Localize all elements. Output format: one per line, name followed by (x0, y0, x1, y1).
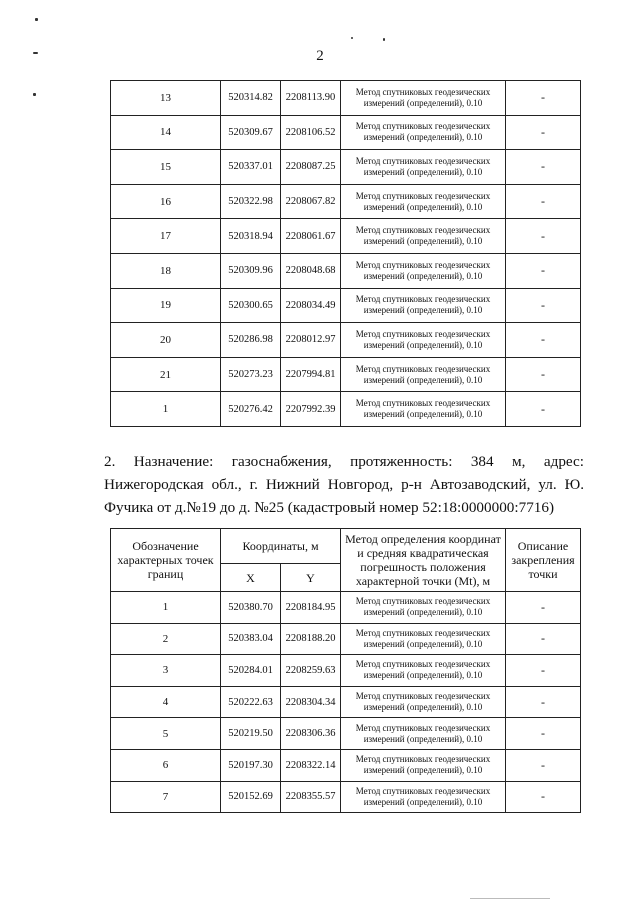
method-text-line-1: Метод спутниковых геодезических (355, 691, 491, 702)
fixing-description: - (506, 592, 581, 624)
table-row (111, 81, 581, 116)
header-y: Y (281, 564, 341, 592)
method-text-line-2: измерений (определений), 0.10 (363, 305, 483, 316)
coordinate-x: 520152.69 (221, 781, 281, 813)
method-cell (341, 392, 506, 427)
page-number: 2 (316, 48, 324, 64)
method-text-line-1: Метод спутниковых геодезических (355, 398, 491, 409)
header-method: Метод определения координат и средняя квадратическая погрешность положения характерной точки (Mt), м (341, 529, 506, 592)
table-row (111, 592, 581, 624)
method-text-line-1: Метод спутниковых геодезических (355, 722, 491, 733)
header-point-designation: Обозначение характерных точек границ (111, 529, 221, 592)
point-number: 18 (111, 253, 221, 288)
fixing-description: - (506, 623, 581, 655)
table-row (111, 686, 581, 718)
header-coordinates: Координаты, м (221, 529, 341, 564)
method-text-line-2: измерений (определений), 0.10 (363, 733, 483, 744)
point-number: 17 (111, 219, 221, 254)
method-text-line-1: Метод спутниковых геодезических (355, 627, 491, 638)
coordinate-x: 520300.65 (221, 288, 281, 323)
method-text-line-2: измерений (определений), 0.10 (363, 638, 483, 649)
method-text-line-2: измерений (определений), 0.10 (363, 765, 483, 776)
scan-speck (383, 38, 385, 41)
method-text-line-2: измерений (определений), 0.10 (363, 97, 483, 108)
table-row (111, 253, 581, 288)
point-number: 21 (111, 357, 221, 392)
point-number: 7 (111, 781, 221, 813)
coordinate-y: 2208355.57 (281, 781, 341, 813)
scan-speck (33, 93, 36, 96)
point-number: 5 (111, 718, 221, 750)
fixing-description: - (506, 323, 581, 358)
method-cell (341, 150, 506, 185)
coordinate-y: 2207992.39 (281, 392, 341, 427)
coordinate-y: 2208061.67 (281, 219, 341, 254)
coordinate-y: 2208322.14 (281, 749, 341, 781)
method-cell (341, 749, 506, 781)
table-row (111, 219, 581, 254)
method-text-line-2: измерений (определений), 0.10 (363, 796, 483, 807)
coordinate-y: 2208259.63 (281, 655, 341, 687)
method-cell (341, 718, 506, 750)
method-cell (341, 655, 506, 687)
method-cell (341, 686, 506, 718)
table-row (111, 115, 581, 150)
coordinate-x: 520219.50 (221, 718, 281, 750)
point-number: 14 (111, 115, 221, 150)
coordinate-y: 2208306.36 (281, 718, 341, 750)
method-text-line-2: измерений (определений), 0.10 (363, 670, 483, 681)
coordinate-x: 520286.98 (221, 323, 281, 358)
method-text-line-1: Метод спутниковых геодезических (355, 363, 491, 374)
method-text-line-1: Метод спутниковых геодезических (355, 785, 491, 796)
coordinate-y: 2208106.52 (281, 115, 341, 150)
fixing-description: - (506, 655, 581, 687)
coordinate-x: 520318.94 (221, 219, 281, 254)
coordinate-x: 520337.01 (221, 150, 281, 185)
method-text-line-1: Метод спутниковых геодезических (355, 225, 491, 236)
method-cell (341, 323, 506, 358)
coordinate-y: 2208034.49 (281, 288, 341, 323)
coordinate-x: 520309.67 (221, 115, 281, 150)
method-cell (341, 81, 506, 116)
method-cell (341, 115, 506, 150)
coordinate-x: 520309.96 (221, 253, 281, 288)
method-text-line-2: измерений (определений), 0.10 (363, 270, 483, 281)
coordinate-y: 2208048.68 (281, 253, 341, 288)
table-row (111, 781, 581, 813)
method-cell (341, 253, 506, 288)
fixing-description: - (506, 718, 581, 750)
fixing-description: - (506, 288, 581, 323)
fixing-description: - (506, 392, 581, 427)
table-row (111, 749, 581, 781)
coordinate-y: 2208184.95 (281, 592, 341, 624)
method-text-line-2: измерений (определений), 0.10 (363, 166, 483, 177)
method-cell (341, 288, 506, 323)
point-number: 19 (111, 288, 221, 323)
fixing-description: - (506, 253, 581, 288)
table-row (111, 323, 581, 358)
coordinate-x: 520322.98 (221, 184, 281, 219)
table-row (111, 392, 581, 427)
coordinate-y: 2208012.97 (281, 323, 341, 358)
method-cell (341, 592, 506, 624)
method-text-line-2: измерений (определений), 0.10 (363, 702, 483, 713)
point-number: 13 (111, 81, 221, 116)
point-number: 3 (111, 655, 221, 687)
header-x: X (221, 564, 281, 592)
coordinates-table-1 (110, 80, 581, 427)
coordinate-x: 520284.01 (221, 655, 281, 687)
method-text-line-2: измерений (определений), 0.10 (363, 132, 483, 143)
fixing-description: - (506, 749, 581, 781)
fixing-description: - (506, 357, 581, 392)
coordinates-table-2 (110, 528, 581, 813)
method-text-line-2: измерений (определений), 0.10 (363, 607, 483, 618)
method-text-line-1: Метод спутниковых геодезических (355, 121, 491, 132)
scan-speck (351, 37, 353, 39)
scan-artifact-line (470, 898, 550, 899)
method-text-line-1: Метод спутниковых геодезических (355, 659, 491, 670)
coordinate-y: 2208188.20 (281, 623, 341, 655)
table-row (111, 655, 581, 687)
table-row (111, 718, 581, 750)
method-text-line-2: измерений (определений), 0.10 (363, 236, 483, 247)
coordinate-y: 2208113.90 (281, 81, 341, 116)
table-row (111, 288, 581, 323)
method-cell (341, 781, 506, 813)
method-text-line-2: измерений (определений), 0.10 (363, 339, 483, 350)
method-cell (341, 623, 506, 655)
method-text-line-2: измерений (определений), 0.10 (363, 201, 483, 212)
fixing-description: - (506, 781, 581, 813)
coordinate-x: 520222.63 (221, 686, 281, 718)
point-number: 2 (111, 623, 221, 655)
method-cell (341, 184, 506, 219)
coordinate-x: 520273.23 (221, 357, 281, 392)
table-row (111, 184, 581, 219)
point-number: 16 (111, 184, 221, 219)
coordinate-x: 520276.42 (221, 392, 281, 427)
point-number: 1 (111, 392, 221, 427)
coordinate-x: 520314.82 (221, 81, 281, 116)
method-text-line-1: Метод спутниковых геодезических (355, 190, 491, 201)
method-cell (341, 219, 506, 254)
fixing-description: - (506, 81, 581, 116)
coordinate-y: 2208304.34 (281, 686, 341, 718)
coordinate-y: 2208067.82 (281, 184, 341, 219)
table-row (111, 150, 581, 185)
method-text-line-1: Метод спутниковых геодезических (355, 155, 491, 166)
table-row (111, 623, 581, 655)
point-number: 20 (111, 323, 221, 358)
coordinate-x: 520380.70 (221, 592, 281, 624)
coordinate-x: 520383.04 (221, 623, 281, 655)
fixing-description: - (506, 219, 581, 254)
method-text-line-2: измерений (определений), 0.10 (363, 374, 483, 385)
method-text-line-1: Метод спутниковых геодезических (355, 259, 491, 270)
table-row (111, 357, 581, 392)
point-number: 15 (111, 150, 221, 185)
method-text-line-1: Метод спутниковых геодезических (355, 294, 491, 305)
section-2-paragraph: 2. Назначение: газоснабжения, протяженность: 384 м, адрес: Нижегородская обл., г. Нижний Новгород, р-н Автозаводский, ул. Ю. Фучика от д.№19 до д. №25 (кадастровый номер 52:18:0000000:7716) (104, 453, 584, 516)
fixing-description: - (506, 686, 581, 718)
fixing-description: - (506, 115, 581, 150)
coordinate-y: 2207994.81 (281, 357, 341, 392)
point-number: 6 (111, 749, 221, 781)
method-text-line-2: измерений (определений), 0.10 (363, 409, 483, 420)
fixing-description: - (506, 150, 581, 185)
coordinate-x: 520197.30 (221, 749, 281, 781)
fixing-description: - (506, 184, 581, 219)
method-cell (341, 357, 506, 392)
coordinate-y: 2208087.25 (281, 150, 341, 185)
point-number: 1 (111, 592, 221, 624)
method-text-line-1: Метод спутниковых геодезических (355, 754, 491, 765)
scan-speck (35, 18, 38, 21)
method-text-line-1: Метод спутниковых геодезических (355, 328, 491, 339)
point-number: 4 (111, 686, 221, 718)
method-text-line-1: Метод спутниковых геодезических (355, 86, 491, 97)
method-text-line-1: Метод спутниковых геодезических (355, 596, 491, 607)
header-fixing-description: Описание закрепления точки (506, 529, 581, 592)
